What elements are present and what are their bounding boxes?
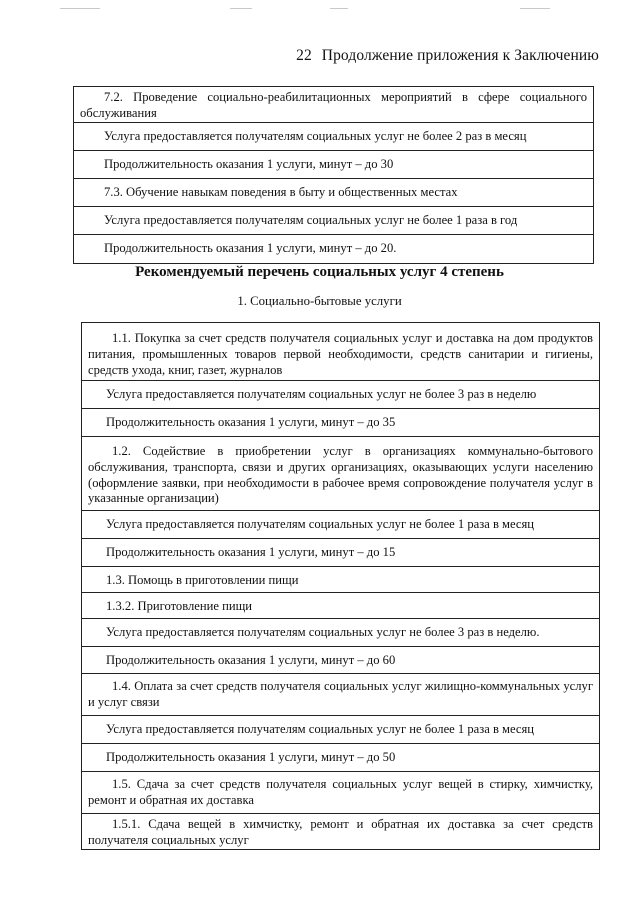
table-row: Продолжительность оказания 1 услуги, минут – до 20.: [74, 235, 593, 264]
table-row: Услуга предоставляется получателям социальных услуг не более 3 раз в неделю.: [82, 619, 599, 647]
table-row: 1.5.1. Сдача вещей в химчистку, ремонт и обратная их доставка за счет средств получателя социальных услуг: [82, 814, 599, 850]
table-row: 1.1. Покупка за счет средств получателя социальных услуг и доставка на дом продуктов питания, промышленных товаров первой необходимости, средств санитарии и гигиены, средств ухода, книг, газет, журналов: [82, 323, 599, 381]
table-row: 1.3.2. Приготовление пищи: [82, 593, 599, 619]
services-table-level-4: [81, 322, 600, 850]
table-row: Продолжительность оказания 1 услуги, минут – до 60: [82, 647, 599, 674]
table-row: 1.4. Оплата за счет средств получателя социальных услуг жилищно-коммунальных услуг и услуг связи: [82, 674, 599, 716]
table-row: Услуга предоставляется получателям социальных услуг не более 1 раза в месяц: [82, 511, 599, 539]
table-row: Продолжительность оказания 1 услуги, минут – до 50: [82, 744, 599, 772]
table-row: 7.2. Проведение социально-реабилитационных мероприятий в сфере социального обслуживания: [74, 87, 593, 123]
page-number: 22: [296, 47, 312, 64]
page-header: [296, 47, 599, 65]
table-row: 1.5. Сдача за счет средств получателя социальных услуг вещей в стирку, химчистку, ремонт и обратная их доставка: [82, 772, 599, 814]
scan-artifact: [520, 8, 550, 9]
table-row: 1.2. Содействие в приобретении услуг в организациях коммунально-бытового обслуживания, транспорта, связи и других организациях, оказывающих услуги населению (оформление заявки, при необходимости в рабочее время сопровождение получателя услуг в указанные организации): [82, 437, 599, 511]
section-title: Рекомендуемый перечень социальных услуг 4 степень: [135, 264, 504, 280]
scan-artifact: [330, 8, 348, 9]
table-row: Услуга предоставляется получателям социальных услуг не более 2 раз в месяц: [74, 123, 593, 151]
table-row: 1.3. Помощь в приготовлении пищи: [82, 567, 599, 593]
table-row: 7.3. Обучение навыкам поведения в быту и общественных местах: [74, 179, 593, 207]
page-header-title: Продолжение приложения к Заключению: [321, 47, 599, 64]
table-row: Продолжительность оказания 1 услуги, минут – до 35: [82, 409, 599, 437]
table-row: Продолжительность оказания 1 услуги, минут – до 30: [74, 151, 593, 179]
table-row: Услуга предоставляется получателям социальных услуг не более 3 раз в неделю: [82, 381, 599, 409]
scan-artifact: [230, 8, 252, 9]
table-row: Продолжительность оказания 1 услуги, минут – до 15: [82, 539, 599, 567]
table-row: Услуга предоставляется получателям социальных услуг не более 1 раза в год: [74, 207, 593, 235]
scan-artifact: [60, 8, 100, 9]
table-row: Услуга предоставляется получателям социальных услуг не более 1 раза в месяц: [82, 716, 599, 744]
section-subtitle: 1. Социально-бытовые услуги: [237, 294, 402, 308]
services-table-continued: [73, 86, 594, 264]
